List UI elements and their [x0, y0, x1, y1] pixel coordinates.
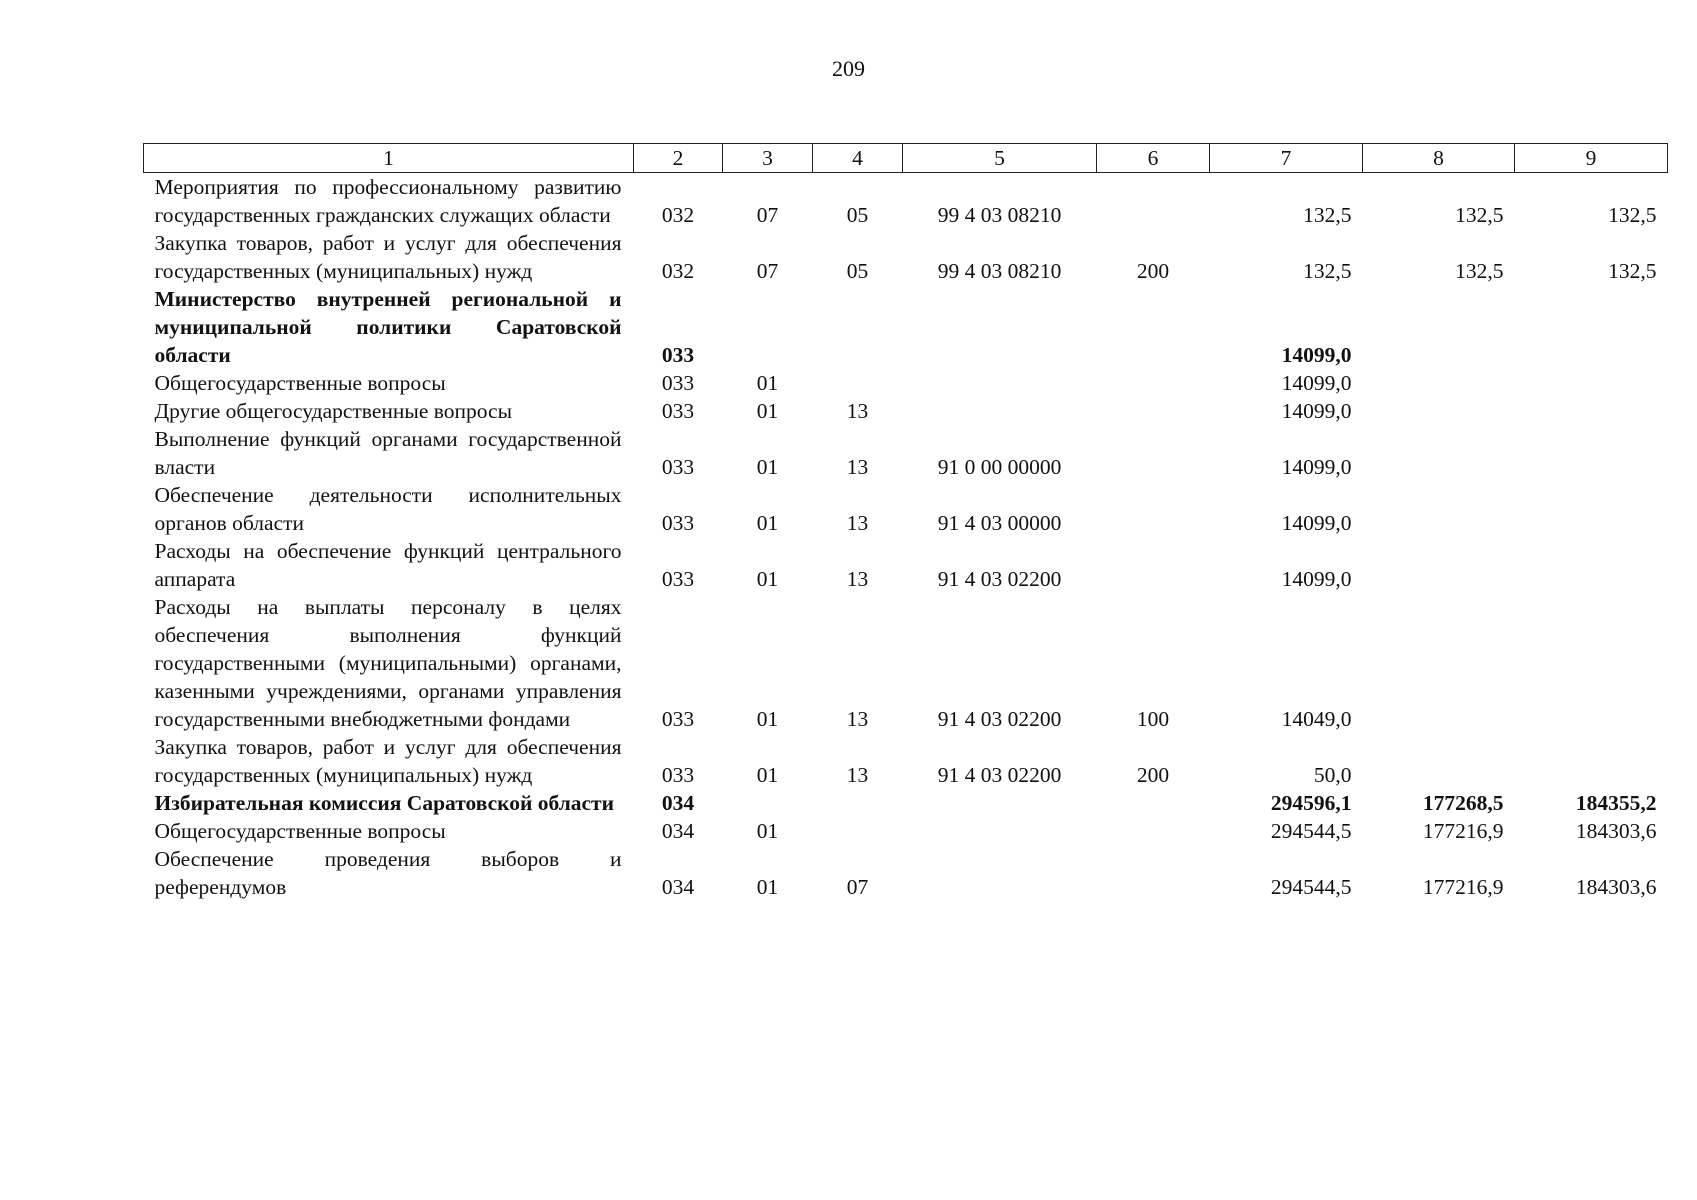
row-name: Выполнение функций органами государственной власти	[154, 427, 622, 479]
column-header: 1	[144, 144, 634, 173]
ministry-code: 032	[661, 259, 695, 283]
target-article-code	[903, 817, 1097, 845]
row-name: Министерство внутренней региональной и муниципальной политики Саратовской области	[154, 287, 622, 367]
expense-type-code: 200	[1136, 259, 1170, 283]
table-row	[144, 173, 1668, 230]
section-code: 01	[756, 455, 779, 479]
amount-col-9: 132,5	[1608, 203, 1657, 227]
subsection-code: 05	[846, 259, 869, 283]
amount-col-9	[1515, 369, 1668, 397]
amount-col-8	[1363, 733, 1515, 789]
section-code: 01	[756, 399, 779, 423]
target-article-code	[903, 369, 1097, 397]
subsection-code: 13	[846, 763, 869, 787]
row-name: Расходы на обеспечение функций центрального аппарата	[154, 539, 622, 591]
section-code: 01	[756, 511, 779, 535]
subsection-code: 13	[846, 707, 869, 731]
amount-col-7: 294544,5	[1270, 819, 1352, 843]
subsection-code	[813, 817, 903, 845]
ministry-code: 034	[661, 875, 695, 899]
table-row	[144, 397, 1668, 425]
subsection-code: 13	[846, 455, 869, 479]
amount-col-8	[1363, 285, 1515, 369]
amount-col-8: 132,5	[1455, 203, 1504, 227]
amount-col-7: 14099,0	[1281, 567, 1352, 591]
amount-col-9: 184303,6	[1575, 819, 1657, 843]
target-article-code: 91 4 03 02200	[937, 763, 1062, 787]
section-code: 01	[756, 371, 779, 395]
table-row	[144, 845, 1668, 901]
row-name: Закупка товаров, работ и услуг для обеспечения государственных (муниципальных) нужд	[154, 231, 622, 283]
amount-col-7: 14099,0	[1281, 511, 1352, 535]
amount-col-9	[1515, 425, 1668, 481]
subsection-code: 13	[846, 567, 869, 591]
amount-col-7: 294544,5	[1270, 875, 1352, 899]
amount-col-8: 177216,9	[1422, 875, 1504, 899]
amount-col-8	[1363, 593, 1515, 733]
ministry-code: 033	[661, 399, 695, 423]
section-code	[723, 285, 813, 369]
table-body	[144, 173, 1668, 902]
amount-col-8: 132,5	[1455, 259, 1504, 283]
expense-type-code: 200	[1136, 763, 1170, 787]
header-row	[144, 144, 1668, 173]
column-header: 5	[903, 144, 1097, 173]
table-row	[144, 481, 1668, 537]
expense-type-code	[1097, 817, 1210, 845]
column-header: 2	[634, 144, 723, 173]
subsection-code	[813, 285, 903, 369]
amount-col-7: 14099,0	[1281, 371, 1352, 395]
target-article-code: 91 4 03 02200	[937, 707, 1062, 731]
amount-col-7: 132,5	[1303, 259, 1352, 283]
row-name: Обеспечение деятельности исполнительных органов области	[154, 483, 622, 535]
row-name: Закупка товаров, работ и услуг для обеспечения государственных (муниципальных) нужд	[154, 735, 622, 787]
amount-col-7: 294596,1	[1270, 791, 1352, 815]
ministry-code: 033	[661, 567, 695, 591]
table-row	[144, 733, 1668, 789]
amount-col-7: 14099,0	[1281, 455, 1352, 479]
target-article-code: 91 4 03 02200	[937, 567, 1062, 591]
amount-col-8	[1363, 369, 1515, 397]
table-row	[144, 229, 1668, 285]
amount-col-9: 184355,2	[1575, 791, 1657, 815]
target-article-code	[903, 789, 1097, 817]
amount-col-8: 177268,5	[1422, 791, 1504, 815]
ministry-code: 033	[661, 371, 695, 395]
amount-col-9	[1515, 481, 1668, 537]
amount-col-7: 14099,0	[1281, 399, 1352, 423]
expense-type-code	[1097, 369, 1210, 397]
expense-type-code	[1097, 537, 1210, 593]
table-row	[144, 789, 1668, 817]
ministry-code: 033	[661, 763, 695, 787]
row-name: Расходы на выплаты персоналу в целях обеспечения выполнения функций государственными (муниципальными) органами, казенными учреждениями, органами управления государственными внебюджетными фондами	[154, 595, 622, 731]
expense-type-code	[1097, 173, 1210, 230]
ministry-code: 034	[661, 819, 695, 843]
row-name: Мероприятия по профессиональному развитию государственных гражданских служащих области	[154, 175, 622, 227]
amount-col-9	[1515, 537, 1668, 593]
subsection-code: 05	[846, 203, 869, 227]
target-article-code: 91 0 00 00000	[937, 455, 1062, 479]
row-name: Избирательная комиссия Саратовской области	[154, 791, 615, 815]
target-article-code	[903, 285, 1097, 369]
expense-type-code	[1097, 285, 1210, 369]
section-code: 01	[756, 707, 779, 731]
expense-type-code	[1097, 425, 1210, 481]
amount-col-9	[1515, 397, 1668, 425]
ministry-code: 033	[661, 707, 695, 731]
column-header: 6	[1097, 144, 1210, 173]
column-header: 8	[1363, 144, 1515, 173]
column-header: 9	[1515, 144, 1668, 173]
table-row	[144, 817, 1668, 845]
amount-col-7: 50,0	[1313, 763, 1352, 787]
amount-col-9: 132,5	[1608, 259, 1657, 283]
expense-type-code	[1097, 789, 1210, 817]
table-row	[144, 369, 1668, 397]
subsection-code: 07	[846, 875, 869, 899]
expense-type-code	[1097, 845, 1210, 901]
ministry-code: 032	[661, 203, 695, 227]
amount-col-9: 184303,6	[1575, 875, 1657, 899]
section-code: 07	[756, 259, 779, 283]
table-row	[144, 285, 1668, 369]
table-row	[144, 593, 1668, 733]
amount-col-9	[1515, 285, 1668, 369]
amount-col-8	[1363, 397, 1515, 425]
amount-col-7: 14049,0	[1281, 707, 1352, 731]
subsection-code	[813, 369, 903, 397]
amount-col-9	[1515, 733, 1668, 789]
expense-type-code: 100	[1136, 707, 1170, 731]
ministry-code: 033	[661, 455, 695, 479]
expense-type-code	[1097, 481, 1210, 537]
section-code	[723, 789, 813, 817]
amount-col-8: 177216,9	[1422, 819, 1504, 843]
subsection-code	[813, 789, 903, 817]
target-article-code	[903, 845, 1097, 901]
target-article-code: 99 4 03 08210	[937, 203, 1062, 227]
amount-col-7: 132,5	[1303, 203, 1352, 227]
row-name: Обеспечение проведения выборов и референдумов	[154, 847, 622, 899]
amount-col-7: 14099,0	[1281, 343, 1352, 367]
ministry-code: 034	[661, 791, 695, 815]
subsection-code: 13	[846, 511, 869, 535]
row-name: Общегосударственные вопросы	[154, 819, 446, 843]
row-name: Другие общегосударственные вопросы	[154, 399, 513, 423]
target-article-code: 91 4 03 00000	[937, 511, 1062, 535]
budget-table	[143, 143, 1668, 901]
amount-col-8	[1363, 425, 1515, 481]
section-code: 01	[756, 763, 779, 787]
section-code: 01	[756, 567, 779, 591]
amount-col-8	[1363, 481, 1515, 537]
amount-col-9	[1515, 593, 1668, 733]
subsection-code: 13	[846, 399, 869, 423]
column-header: 3	[723, 144, 813, 173]
ministry-code: 033	[661, 343, 695, 367]
target-article-code: 99 4 03 08210	[937, 259, 1062, 283]
table-row	[144, 537, 1668, 593]
table-row	[144, 425, 1668, 481]
section-code: 01	[756, 819, 779, 843]
amount-col-8	[1363, 537, 1515, 593]
ministry-code: 033	[661, 511, 695, 535]
section-code: 07	[756, 203, 779, 227]
row-name: Общегосударственные вопросы	[154, 371, 446, 395]
target-article-code	[903, 397, 1097, 425]
expense-type-code	[1097, 397, 1210, 425]
column-header: 7	[1210, 144, 1363, 173]
section-code: 01	[756, 875, 779, 899]
page-number: 209	[832, 56, 865, 81]
column-header: 4	[813, 144, 903, 173]
